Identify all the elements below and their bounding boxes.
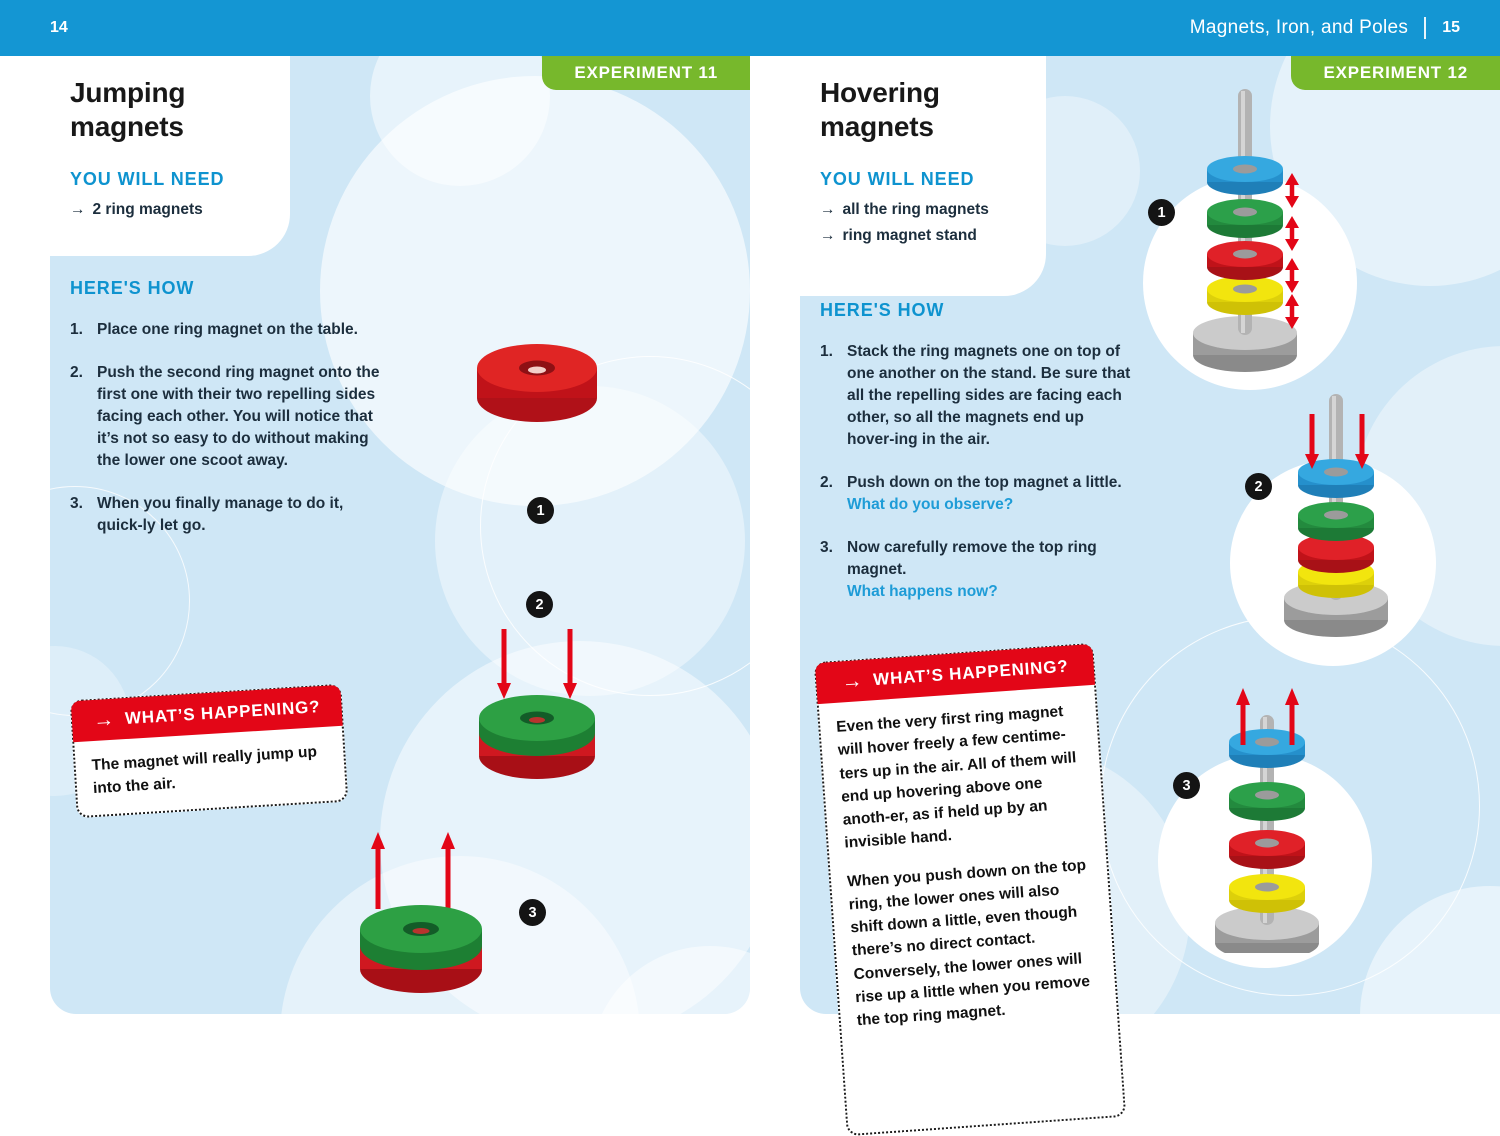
figure-number-badge: 1: [1148, 199, 1175, 226]
green-ring: [1298, 502, 1374, 541]
arrow-icon: →: [820, 226, 836, 244]
experiment-title: Hovering magnets: [820, 77, 940, 142]
title-card: [800, 56, 1046, 296]
magnet-stand-hovering-illustration: [1140, 81, 1350, 381]
gap-arrows: [1285, 173, 1299, 329]
step-1: 1. Place one ring magnet on the table.: [70, 321, 358, 338]
whats-happening-body: The magnet will really jump up into the air.: [91, 743, 318, 798]
chapter-title: Magnets, Iron, and Poles: [1189, 17, 1409, 38]
experiment-badge: EXPERIMENT 11: [542, 56, 750, 90]
heres-how-heading: HERE'S HOW: [820, 300, 945, 320]
need-item: → 2 ring magnets: [70, 201, 203, 219]
heres-how-section: [820, 300, 1132, 624]
heres-how-heading: HERE'S HOW: [70, 278, 195, 298]
arrow-icon: →: [70, 201, 86, 219]
magnet-stand-remove-top-illustration: [1167, 683, 1367, 953]
repelling-magnets-push-down-illustration: [457, 623, 617, 808]
yellow-ring: [1207, 276, 1283, 315]
experiment-badge: EXPERIMENT 12: [1291, 56, 1500, 90]
question-text: What happens now?: [847, 583, 998, 600]
step-3: 3. Now carefully remove the top ring magnet. What happens now?: [820, 537, 1132, 603]
arrow-icon: →: [820, 201, 836, 219]
step-2: 2. Push the second ring magnet onto the first one with their two repelling sides facing each other. You will notice that it’s not so easy to do without making the lower one scoot away.: [70, 364, 380, 469]
figure-number-badge: 3: [519, 899, 546, 926]
step-2: 2. Push down on the top magnet a little. What do you observe?: [820, 472, 1132, 516]
arrow-icon: →: [92, 707, 116, 732]
figure-number-badge: 2: [1245, 473, 1272, 500]
green-ring: [1229, 782, 1305, 821]
whats-happening-box: [70, 684, 349, 818]
figure-number-badge: 3: [1173, 772, 1200, 799]
whats-happening-header: → WHAT’S HAPPENING?: [815, 644, 1095, 704]
divider: [1424, 17, 1426, 39]
title-card: [50, 56, 290, 256]
red-ring: [1207, 241, 1283, 280]
whats-happening-header: → WHAT’S HAPPENING?: [71, 685, 343, 742]
left-page-number: 14: [50, 19, 68, 36]
header-right: [1190, 0, 1460, 56]
need-item: → all the ring magnets: [820, 201, 989, 219]
heres-how-section: [70, 278, 382, 558]
whats-happening-box: [814, 643, 1126, 1136]
whats-happening-body: Even the very first ring magnet will hover freely a few centime-ters up in the air. All of them will end up hovering above one anoth-er, as if held up by an invisible hand. When you push down on the top ring, the lower ones will also shift down a little, even though there’s no direct contact. Conversely, the lower ones will rise up a little when you remove the top ring magnet.: [835, 703, 1091, 1030]
yellow-ring: [1229, 874, 1305, 913]
figure-number-badge: 1: [527, 497, 554, 524]
need-item: → ring magnet stand: [820, 226, 977, 244]
red-ring-magnet-illustration: [467, 330, 607, 430]
figure-number-badge: 2: [526, 591, 553, 618]
magnet-jumping-up-illustration: [336, 824, 506, 999]
red-ring: [1229, 830, 1305, 869]
page-header-bar: [0, 0, 1500, 56]
step-1: 1. Stack the ring magnets one on top of one another on the stand. Be sure that all the repelling sides are facing each other, so all the magnets end up hover-ing in the air.: [820, 343, 1131, 448]
question-text: What do you observe?: [847, 496, 1014, 513]
magnet-stand-pushed-down-illustration: [1236, 388, 1436, 638]
you-will-need-heading: YOU WILL NEED: [820, 169, 975, 190]
you-will-need-heading: YOU WILL NEED: [70, 169, 225, 190]
experiment-title: Jumping magnets: [70, 77, 186, 142]
blue-ring: [1207, 156, 1283, 195]
arrow-icon: →: [840, 668, 865, 694]
left-page-panel: [50, 56, 750, 1014]
right-page-number: 15: [1442, 19, 1460, 36]
green-ring: [1207, 199, 1283, 238]
step-3: 3. When you finally manage to do it, quick-ly let go.: [70, 495, 344, 534]
